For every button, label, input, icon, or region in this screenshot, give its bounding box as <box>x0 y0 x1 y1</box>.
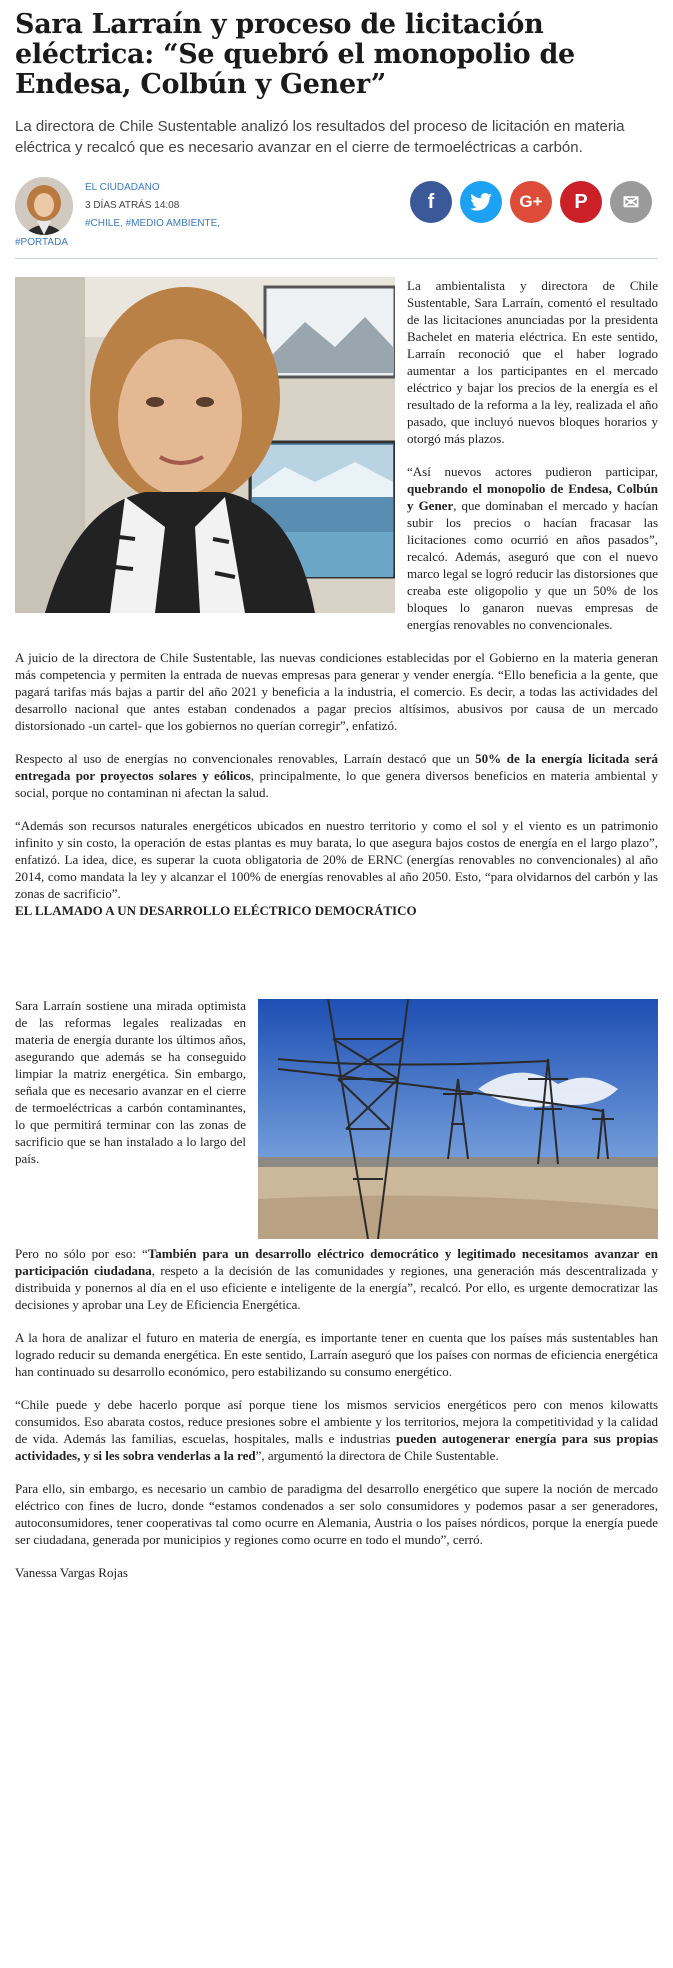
publish-date: 3 DÍAS ATRÁS 14:08 <box>85 200 180 211</box>
article-lead: La directora de Chile Sustentable analizó los resultados del proceso de licitación en materia eléctrica y recalcó que es necesario avanzar en el cierre de termoeléctricas a carbón. <box>15 118 625 156</box>
portrait-photo-icon <box>15 277 395 613</box>
paragraph-7: Pero no sólo por eso: “También para un desarrollo eléctrico democrático y legitimado necesitamos avanzar en participación ciudadana, respeto a la decisión de las comunidades y regiones, una generación más descentralizada y distribuida y ponernos al día en el uso eficiente e inteligente de la energía”, recalcó. Por ello, es urgente democratizar las decisiones y aprobar una Ley de Eficiencia Energética. <box>15 1246 658 1312</box>
article-meta <box>15 171 658 259</box>
author-signature: Vanessa Vargas Rojas <box>15 1565 128 1580</box>
paragraph-5: “Además son recursos naturales energéticos ubicados en nuestro territorio y como el sol y el viento es un patrimonio infinito y sin costo, la operación de estas plantas es muy barata, lo que asegura bajos costos de energía en el largo plazo”, enfatizó. La idea, dice, es superar la cuota obligatoria de 20% de ERNC (energías renovables no convencionales) al año 2014, como mandata la ley y alcanzar el 100% de energías renovables al año 2050. Esto, “para olvidarnos del carbón y las zonas de sacrificio”. <box>15 818 658 901</box>
meta-info <box>85 179 220 233</box>
twitter-icon <box>470 193 492 211</box>
bold-desarrollo-democratico: También para un desarrollo eléctrico democrático y legitimado necesitamos avanzar en participación ciudadana <box>15 1246 658 1278</box>
paragraph-2: “Así nuevos actores pudieron participar, quebrando el monopolio de Endesa, Colbún y Gener, que dominaban el mercado y hacían subir los precios o hacían fracasar las licitaciones como ocurrió en años pasados”, recalcó. Además, aseguró que con el nuevo marco legal se logró reducir las distorsiones que creaba este oligopolio y que un 50% de los bloques lo ganaron nuevas empresas de energías renovables no convencionales. <box>407 464 659 632</box>
section-heading: EL LLAMADO A UN DESARROLLO ELÉCTRICO DEMOCRÁTICO <box>15 903 417 918</box>
author-avatar[interactable] <box>15 177 73 235</box>
email-icon: ✉ <box>622 191 640 214</box>
googleplus-icon: G+ <box>519 192 543 211</box>
email-share-button[interactable] <box>610 181 652 223</box>
article-title: Sara Larraín y proceso de licitación eléctrica: “Se quebró el monopolio de Endesa, Colbún y Gener” <box>15 9 575 100</box>
bold-autogenerar: pueden autogenerar energía para sus propias actividades, y si les sobra venderlas a la red <box>15 1431 658 1463</box>
author-link[interactable]: EL CIUDADANO <box>85 182 160 193</box>
tag-links[interactable]: #CHILE, #MEDIO AMBIENTE, <box>85 218 221 229</box>
paragraph-6: Sara Larraín sostiene una mirada optimista de las reformas legales realizadas en materia de energía durante los últimos años, asegurando que además se ha conseguido limpiar la matriz energética. Sin embargo, señala que es necesario avanzar en el cierre de termoeléctricas a carbón contaminantes, lo que permitirá terminar con las zonas de sacrificio que se han instalado a lo largo del país. <box>15 998 246 1166</box>
facebook-share-button[interactable] <box>410 181 452 223</box>
article-body <box>15 277 658 1581</box>
pinterest-share-button[interactable] <box>560 181 602 223</box>
tag-portada[interactable]: #PORTADA <box>15 237 68 248</box>
bold-50-percent: 50% de la energía licitada será entregada por proyectos solares y eólicos <box>15 751 658 783</box>
googleplus-share-button[interactable] <box>510 181 552 223</box>
facebook-icon: f <box>427 190 435 213</box>
article-photo-power-lines <box>258 999 658 1239</box>
paragraph-3: A juicio de la directora de Chile Sustentable, las nuevas condiciones establecidas por el Gobierno en la materia generan más competencia y permiten la entrada de nuevas empresas para generar y vender energía. “Ello beneficia a la gente, que pagará tarifas más bajas a partir del año 2021 y beneficia a la industria, el comercio. Es decir, a todas las actividades del desarrollo nacional que antes estaban condenados a pagar precios altísimos, abusivos por causa de un mercado distorsionado -un cartel- que los gobiernos no querían corregir”, enfatizó. <box>15 650 658 733</box>
pinterest-icon: P <box>574 190 588 213</box>
paragraph-1: La ambientalista y directora de Chile Sustentable, Sara Larraín, comentó el resultado de las licitaciones anunciadas por la presidenta Bachelet en materia eléctrica. En este sentido, Larraín reconoció que el haber logrado aumentar a los participantes en el mercado eléctrico y bajar los precios de la energía es el resultado de la reforma a la ley, realizada el año pasado, que incluyó nuevos bloques horarios y otorgó más plazos. <box>407 278 658 446</box>
paragraph-10: Para ello, sin embargo, es necesario un cambio de paradigma del desarrollo energético que supere la noción de mercado eléctrico con fines de lucro, donde “estamos condenados a ser solo consumidores y podemos pasar a ser generadores, autoconsumidores, tener cooperativas tal como ocurre en Alemania, Austria o los países nórdicos, porque la energía puede ser ciudadana, generada por municipios y regiones como ocurre en todo el mundo”, cerró. <box>15 1481 658 1547</box>
bold-quote-monopolio: quebrando el monopolio de Endesa, Colbún y Gener <box>407 481 658 513</box>
share-buttons <box>410 181 652 223</box>
paragraph-8: A la hora de analizar el futuro en materia de energía, es importante tener en cuenta que los países más sustentables han logrado reducir su demanda energética. En este sentido, Larraín aseguró que los países con normas de eficiencia energética han continuado su desarrollo económico, pero estabilizando su consumo energético. <box>15 1330 658 1379</box>
twitter-share-button[interactable] <box>460 181 502 223</box>
power-lines-photo-icon <box>258 999 658 1239</box>
avatar-portrait-icon <box>15 177 73 235</box>
paragraph-9: “Chile puede y debe hacerlo porque así porque tiene los mismos servicios energéticos pero con menos kilowatts consumidos. Eso abarata costos, reduce presiones sobre el ambiente y los territorios, mejora la competitividad y la calidad de vida. Además las familias, escuelas, hospitales, malls e industrias pueden autogenerar energía para sus propias actividades, y si les sobra venderlas a la red”, argumentó la directora de Chile Sustentable. <box>15 1397 658 1463</box>
paragraph-4: Respecto al uso de energías no convencionales renovables, Larraín destacó que un 50% de la energía licitada será entregada por proyectos solares y eólicos, principalmente, lo que genera diversos beneficios en materia ambiental y social, porque no contaminan ni afectan la salud. <box>15 751 658 800</box>
article-photo-sara-larrain <box>15 277 395 613</box>
